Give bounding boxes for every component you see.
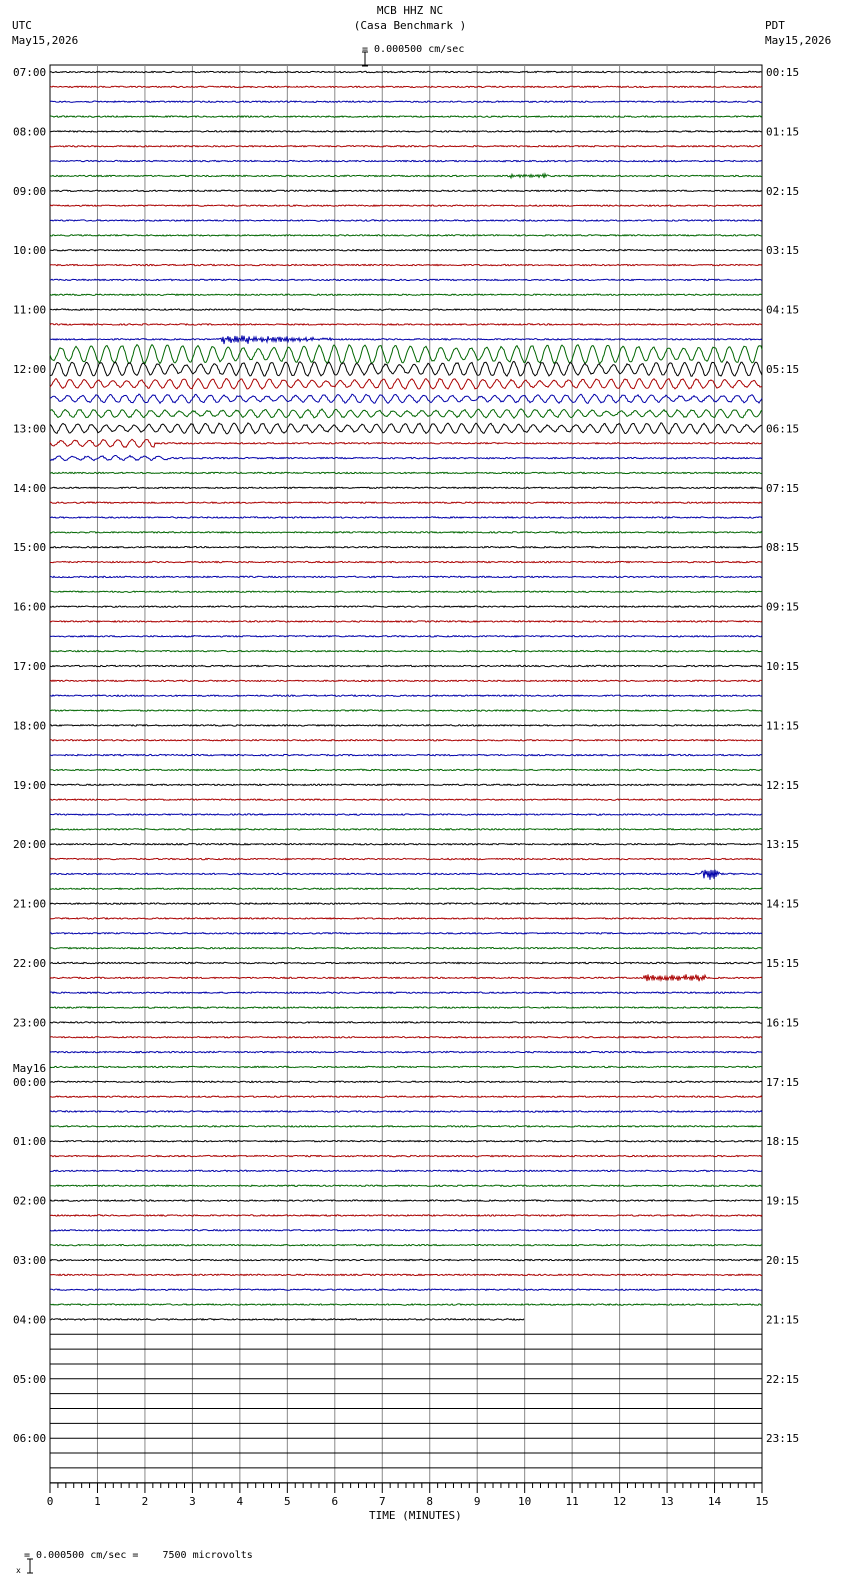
pdt-hour-label: 04:15: [766, 303, 800, 317]
seismic-trace: [50, 576, 762, 577]
x-tick-label: 11: [565, 1495, 579, 1508]
seismic-trace: [50, 235, 762, 236]
utc-hour-label: 07:00: [13, 66, 47, 79]
seismic-trace: [50, 651, 762, 652]
seismic-trace: [50, 858, 762, 859]
seismic-trace: [50, 948, 762, 949]
pdt-hour-label: 23:15: [766, 1432, 800, 1446]
seismic-trace: [50, 361, 762, 376]
seismic-trace: [50, 636, 762, 637]
seismic-trace: [50, 1037, 762, 1038]
seismic-trace: [50, 740, 762, 741]
pdt-hour-label: 21:15: [766, 1313, 800, 1327]
seismic-trace: [50, 205, 762, 206]
pdt-hour-label: 17:15: [766, 1075, 800, 1089]
seismic-trace: [50, 279, 762, 280]
seismic-trace: [50, 1022, 762, 1023]
seismic-trace: [50, 71, 762, 72]
seismic-trace: [50, 409, 762, 418]
x-tick-label: 7: [378, 1495, 386, 1508]
utc-hour-label: 22:00: [13, 957, 47, 970]
seismic-trace: [50, 844, 762, 845]
pdt-hour-label: 20:15: [766, 1254, 800, 1267]
seismic-trace: [50, 903, 762, 904]
x-tick-label: 9: [473, 1495, 481, 1508]
pdt-hour-label: 07:15: [766, 481, 800, 495]
seismic-trace: [50, 1230, 762, 1231]
seismic-trace: [50, 784, 762, 785]
seismic-trace: [50, 394, 762, 403]
seismic-trace: [50, 101, 762, 102]
seismic-trace: [50, 502, 762, 503]
seismic-trace: [50, 1245, 762, 1246]
utc-hour-label: 04:00: [13, 1313, 47, 1327]
footer-scale-note: = 0.000500 cm/sec = 7500 microvolts: [24, 1550, 253, 1561]
seismic-trace: [50, 621, 762, 622]
utc-hour-label: 20:00: [13, 838, 47, 852]
seismic-trace: [50, 814, 762, 815]
pdt-hour-label: 09:15: [766, 600, 800, 614]
seismic-trace: [50, 345, 762, 364]
x-tick-label: 0: [46, 1495, 54, 1508]
seismic-trace: [50, 250, 762, 251]
seismic-trace: [50, 710, 762, 711]
utc-hour-label: 10:00: [13, 244, 47, 258]
x-tick-label: 13: [660, 1495, 674, 1508]
x-tick-label: 5: [284, 1495, 291, 1508]
seismic-trace: [50, 933, 762, 934]
station-title: MCB HHZ NC: [376, 4, 444, 17]
seismic-trace: [50, 190, 762, 191]
seismic-trace: [50, 1111, 762, 1112]
x-axis-title: TIME (MINUTES): [369, 1509, 462, 1522]
pdt-hour-label: 15:15: [766, 957, 800, 970]
seismic-trace: [50, 1051, 762, 1052]
seismic-trace: [50, 561, 762, 562]
seismic-trace: [50, 160, 762, 161]
pdt-hour-label: 19:15: [766, 1194, 800, 1208]
plot-frame: [50, 65, 762, 1483]
utc-hour-label: 21:00: [13, 897, 47, 911]
seismic-trace: [50, 220, 762, 221]
pdt-hour-label: 18:15: [766, 1135, 800, 1149]
pdt-hour-label: 12:15: [766, 778, 800, 792]
seismic-trace: [50, 974, 762, 981]
pdt-hour-label: 22:15: [766, 1372, 800, 1386]
seismic-trace: [50, 174, 762, 178]
seismic-trace: [50, 472, 762, 473]
seismic-trace: [50, 264, 762, 265]
seismic-trace: [50, 1066, 762, 1067]
site-subtitle: (Casa Benchmark ): [353, 19, 467, 32]
utc-hour-label: 08:00: [13, 125, 47, 139]
pdt-hour-label: 08:15: [766, 541, 800, 555]
utc-hour-label: 23:00: [13, 1016, 47, 1030]
seismic-trace: [50, 1081, 762, 1082]
seismic-trace: [50, 799, 762, 800]
utc-hour-label: 03:00: [13, 1254, 47, 1267]
seismic-trace: [50, 116, 762, 117]
x-tick-label: 4: [236, 1495, 244, 1508]
pdt-hour-label: 02:15: [766, 184, 800, 198]
footer-scale-icon: [3, 1544, 23, 1575]
seismic-trace: [50, 547, 762, 548]
x-tick-label: 14: [707, 1495, 722, 1508]
seismic-trace: [50, 1141, 762, 1142]
left-timezone: UTC: [12, 19, 32, 32]
utc-hour-label: 15:00: [13, 541, 47, 555]
seismic-trace: [50, 532, 762, 533]
seismic-trace: [50, 870, 762, 880]
seismic-trace: [50, 1274, 762, 1275]
utc-hour-label: 18:00: [13, 719, 47, 733]
date-change-label: May16: [13, 1061, 47, 1075]
seismic-trace: [50, 423, 762, 434]
pdt-hour-label: 01:15: [766, 125, 800, 139]
seismic-trace: [50, 591, 762, 592]
seismic-trace: [50, 1200, 762, 1201]
x-tick-label: 15: [755, 1495, 769, 1508]
scale-label: = 0.000500 cm/sec: [362, 44, 465, 55]
pdt-hour-label: 03:15: [766, 244, 800, 258]
seismic-trace: [50, 606, 762, 607]
seismic-trace: [50, 131, 762, 132]
pdt-hour-label: 00:15: [766, 66, 800, 79]
utc-hour-label: 12:00: [13, 363, 47, 376]
seismic-trace: [50, 992, 762, 993]
seismic-trace: [50, 918, 762, 919]
pdt-hour-label: 16:15: [766, 1016, 800, 1030]
utc-hour-label: 00:00: [13, 1075, 47, 1089]
pdt-hour-label: 14:15: [766, 897, 800, 911]
seismic-trace: [50, 1215, 762, 1216]
seismic-trace: [50, 1096, 762, 1097]
utc-hour-label: 16:00: [13, 600, 47, 614]
x-tick-label: 12: [612, 1495, 627, 1508]
seismic-trace: [50, 487, 762, 488]
utc-hour-label: 19:00: [13, 778, 47, 792]
pdt-hour-label: 13:15: [766, 838, 800, 852]
seismic-trace: [50, 294, 762, 295]
seismic-trace: [50, 1170, 762, 1171]
utc-hour-label: 13:00: [13, 422, 47, 436]
seismic-trace: [50, 1126, 762, 1127]
seismic-trace: [50, 754, 762, 755]
seismic-trace: [50, 86, 762, 87]
seismic-trace: [50, 962, 762, 963]
x-tick-label: 3: [189, 1495, 196, 1508]
x-tick-label: 1: [94, 1495, 101, 1508]
seismic-trace: [50, 829, 762, 830]
seismic-trace: [50, 379, 762, 390]
seismic-trace: [50, 769, 762, 770]
seismic-trace: [50, 1185, 762, 1186]
seismic-trace: [50, 1259, 762, 1260]
svg-text:x: x: [16, 1566, 22, 1575]
pdt-hour-label: 10:15: [766, 660, 800, 673]
utc-hour-label: 17:00: [13, 660, 47, 673]
pdt-hour-label: 05:15: [766, 363, 800, 376]
utc-hour-label: 01:00: [13, 1135, 47, 1149]
seismic-trace: [50, 725, 762, 726]
seismic-trace: [50, 888, 762, 889]
seismic-trace: [50, 665, 762, 666]
seismic-trace: [50, 309, 762, 310]
seismic-trace: [50, 1007, 762, 1008]
pdt-hour-label: 11:15: [766, 719, 800, 733]
x-tick-label: 8: [426, 1495, 434, 1508]
seismic-trace: [50, 517, 762, 518]
seismic-trace: [50, 324, 762, 325]
x-tick-label: 2: [141, 1495, 149, 1508]
utc-hour-label: 05:00: [13, 1372, 47, 1386]
seismic-trace: [50, 439, 762, 447]
utc-hour-label: 14:00: [13, 481, 47, 495]
utc-hour-label: 06:00: [13, 1432, 47, 1446]
utc-hour-label: 02:00: [13, 1194, 47, 1208]
right-date: May15,2026: [765, 34, 832, 47]
seismic-trace: [50, 146, 762, 147]
pdt-hour-label: 06:15: [766, 422, 800, 436]
left-date: May15,2026: [12, 34, 79, 47]
seismic-trace: [50, 336, 762, 345]
seismic-trace: [50, 456, 762, 461]
x-tick-label: 6: [331, 1495, 339, 1508]
seismic-trace: [50, 680, 762, 681]
right-timezone: PDT: [765, 19, 785, 32]
seismic-trace: [50, 1155, 762, 1156]
seismic-trace: [50, 695, 762, 696]
seismic-trace: [50, 1304, 762, 1305]
seismic-trace: [50, 1289, 762, 1290]
x-tick-label: 10: [518, 1495, 532, 1508]
utc-hour-label: 11:00: [13, 303, 47, 317]
utc-hour-label: 09:00: [13, 184, 47, 198]
